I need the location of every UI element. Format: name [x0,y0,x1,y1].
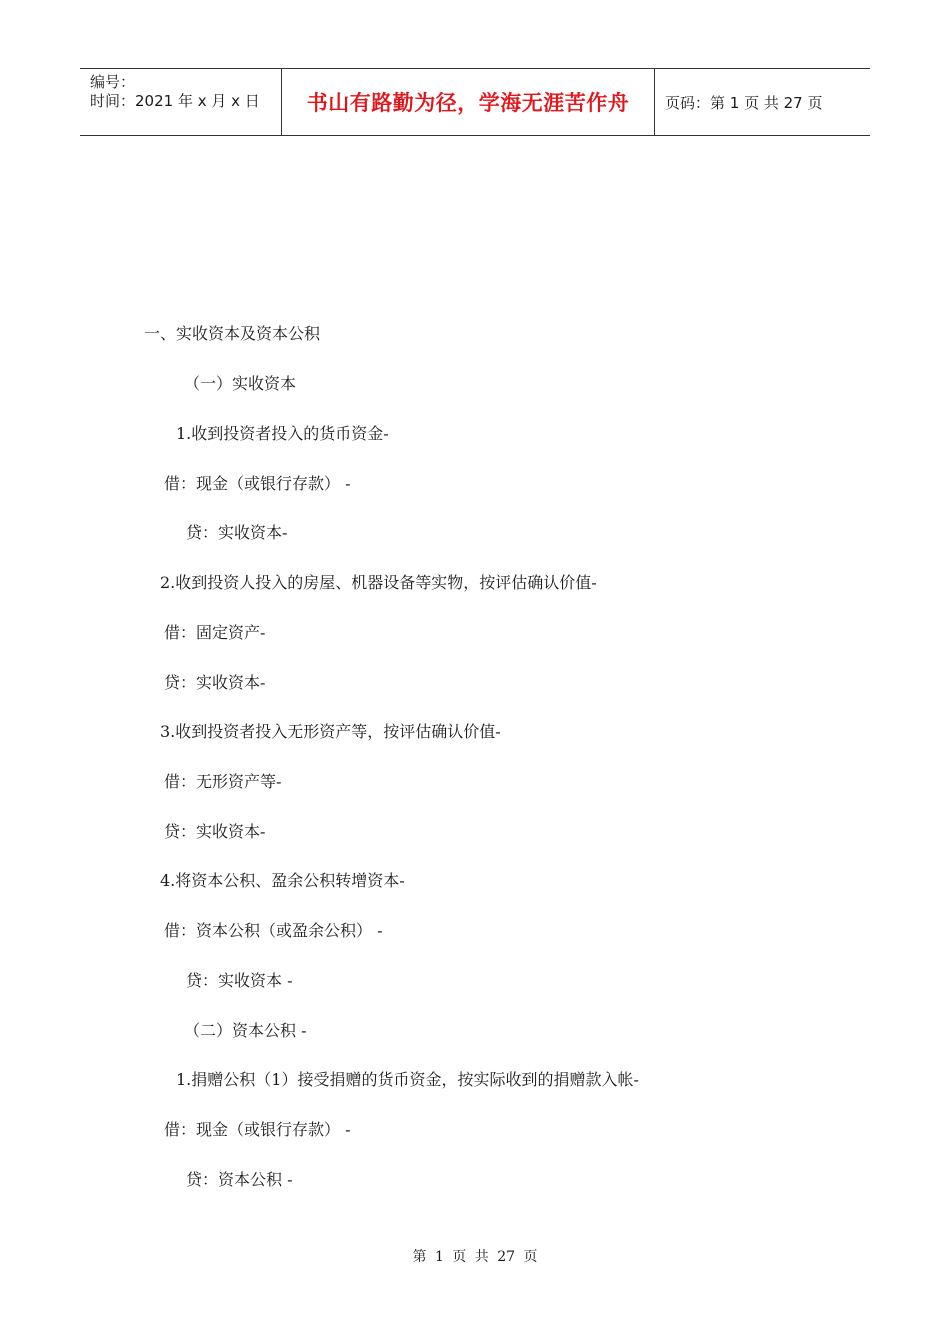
debit-entry: 借：现金（或银行存款） - [164,1120,351,1139]
header-motto-cell [282,69,655,135]
subsection-title: （二）资本公积 - [184,1021,307,1040]
item-heading: 4.将资本公积、盈余公积转增资本- [160,871,405,890]
item-heading: 3.收到投资者投入无形资产等，按评估确认价值- [160,722,501,741]
header-meta [80,69,282,135]
credit-entry: 贷：实收资本- [164,822,266,841]
debit-entry: 借：无形资产等- [164,772,282,791]
page-footer: 第 1 页 共 27 页 [412,1249,538,1265]
credit-entry: 贷：资本公积 - [186,1170,293,1189]
item-heading: 1.捐赠公积（1）接受捐赠的货币资金，按实际收到的捐赠款入帐- [176,1070,639,1089]
debit-entry: 借：资本公积（或盈余公积） - [164,921,383,940]
section-title: 一、实收资本及资本公积 [144,324,321,343]
header-page-info: 页码：第 1 页 共 27 页 [665,93,823,112]
item-heading: 1.收到投资者投入的货币资金- [176,424,389,443]
credit-entry: 贷：实收资本- [164,673,266,692]
document-header [80,68,870,136]
subsection-title: （一）实收资本 [184,374,297,393]
header-motto: 书山有路勤为径，学海无涯苦作舟 [306,91,630,115]
time-label: 时间：2021 年 x 月 x 日 [90,92,260,110]
debit-entry: 借：固定资产- [164,623,266,642]
item-heading: 2.收到投资人投入的房屋、机器设备等实物，按评估确认价值- [160,573,597,592]
debit-entry: 借：现金（或银行存款） - [164,474,351,493]
credit-entry: 贷：实收资本 - [186,971,293,990]
number-label: 编号： [90,73,136,91]
credit-entry: 贷：实收资本- [186,523,288,542]
